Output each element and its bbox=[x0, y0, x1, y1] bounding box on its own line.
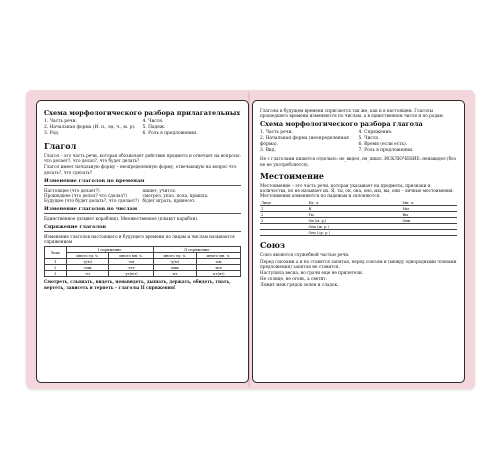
adj-schema-item: 3. Род. bbox=[44, 131, 60, 136]
verb-schema-item: 6. Время (если есть). bbox=[358, 142, 408, 148]
verb-schema-item: 5. Число. bbox=[358, 136, 380, 142]
table-header: II спряжение bbox=[153, 247, 240, 253]
conjugation-text: Изменение глаголов настоящего и будущего времени по лицам и числам называется спряжением bbox=[44, 234, 235, 245]
adj-schema-title: Схема морфологического разбора прилагательных bbox=[44, 109, 241, 117]
table-row: Она (ж. р.) bbox=[260, 224, 457, 230]
conjugation-table bbox=[44, 246, 241, 277]
table-row: 2 -ешь -ете -ишь -ите bbox=[45, 265, 241, 271]
adj-schema-item: 1. Часть речи. bbox=[44, 119, 77, 124]
union-line: Перед союзами а и но ставятся запятая, перед союзом и (между однородными членами предложения) запятая не ставится. bbox=[260, 258, 457, 269]
number-text: Единственное (плывет кораблик). Множественное (плывут корабли). bbox=[44, 215, 199, 221]
conjugation-title: Спряжение глаголов bbox=[44, 224, 241, 232]
table-header: Мн. ч. bbox=[401, 200, 457, 206]
verb-schema-item: 1. Часть речи. bbox=[260, 130, 293, 136]
verb-title: Глагол bbox=[44, 141, 77, 151]
exception-note: Смотреть, слышать, видеть, ненавидеть, дышать, держать, обидеть, гнать, вертеть, зависеть и терпеть – глаголы II спряжения! bbox=[44, 279, 231, 290]
number-title: Изменение глаголов по числам bbox=[44, 206, 241, 214]
table-row: 1 -у(ю) -ем -у(ю) -им bbox=[45, 259, 241, 265]
union-line: Лежит меж грядок зелен и сладок. bbox=[260, 282, 339, 288]
verb-infinitive-text: Глагол имеет начальную форму – неопределенную форму, отвечающую на вопрос что делать?, что сделать? bbox=[44, 164, 237, 175]
left-page bbox=[36, 100, 249, 383]
verb-schema-title: Схема морфологического разбора глагола bbox=[260, 120, 423, 129]
table-header: много ед. ч. bbox=[153, 253, 196, 259]
union-line: Не солнце, не огонь, а светит. bbox=[260, 276, 327, 282]
union-title: Союз bbox=[260, 240, 286, 251]
verb-schema-item: 3. Вид. bbox=[260, 148, 276, 154]
adj-schema-item: 6. Роль в предложении. bbox=[142, 131, 198, 136]
table-row: 1 Я Мы bbox=[260, 206, 457, 212]
pronoun-table bbox=[260, 200, 457, 236]
table-header: Лицо bbox=[260, 200, 307, 206]
table-header: много мн. ч. bbox=[109, 253, 153, 259]
pronoun-definition: Местоимение – это часть речи, которая указывает на предметы, признаки и количества, но не называет их. Я, ты, он, она, оно, мы, вы, они – личные местоимения. Местоимения изменяются по падежам и склоняются. bbox=[260, 182, 454, 199]
tense-title: Изменение глаголов по временам bbox=[44, 178, 241, 186]
table-header: много ед. ч. bbox=[66, 253, 109, 259]
adj-schema-item: 4. Число. bbox=[142, 119, 164, 124]
union-line: Наступила весна, но грачи еще не прилетели. bbox=[260, 270, 364, 276]
verb-schema-item: 7. Роль в предложении. bbox=[358, 148, 414, 154]
ne-rule: Не с глаголами пишется отдельно: не_видел, не_пишл. ИСКЛЮЧЕНИЕ: ненавидел (без не не употребляется). bbox=[260, 156, 456, 167]
table-row: 3 Он (м. р.) Они bbox=[260, 218, 457, 224]
table-row: 3 -ет -ут(ют) -ит -ат(ят) bbox=[45, 271, 241, 277]
table-row: Оно (ср. р.) bbox=[260, 230, 457, 236]
verb-schema-item: 2. Начальная форма (неопределенная форма). bbox=[260, 136, 349, 148]
table-header: Ед. ч. bbox=[307, 200, 401, 206]
pronoun-title: Местоимение bbox=[260, 170, 324, 181]
tense-row: Прошедшее (что делал? что сделал?) смотрел, упал, пола, пришла. bbox=[44, 192, 209, 198]
future-tense-intro: Глаголы в будущем времени спрягаются так же, как и в настоящем. Глаголы прошедшего времени изменяются по числам, а в единственном числе и по родам. bbox=[260, 108, 445, 119]
table-header: много мн. ч. bbox=[196, 253, 240, 259]
verb-schema-list bbox=[260, 130, 457, 154]
tense-row: Будущее (что будет делать?, что сделает?) будет играть, принесет. bbox=[44, 197, 196, 203]
adj-schema-list bbox=[44, 119, 241, 137]
table-header: Лицо bbox=[45, 247, 67, 259]
right-page bbox=[252, 100, 465, 383]
tense-row: Настоящее (что делает?) пишет, учится. bbox=[44, 187, 177, 193]
adj-schema-item: 2. Начальная форма (И. п., ед. ч., м. р). bbox=[44, 125, 136, 130]
verb-definition: Глагол – это часть речи, которая обозначает действие предмета и отвечает на вопросы: что делает?, что делал?, что будет делать? bbox=[44, 153, 241, 164]
verb-schema-item: 4. Спряжение. bbox=[358, 130, 393, 136]
table-row: 2 Ты Вы bbox=[260, 212, 457, 218]
adj-schema-item: 5. Падеж. bbox=[142, 125, 166, 130]
union-line: Союз является служебной частью речи. bbox=[260, 252, 350, 258]
table-header: I спряжение bbox=[66, 247, 153, 253]
